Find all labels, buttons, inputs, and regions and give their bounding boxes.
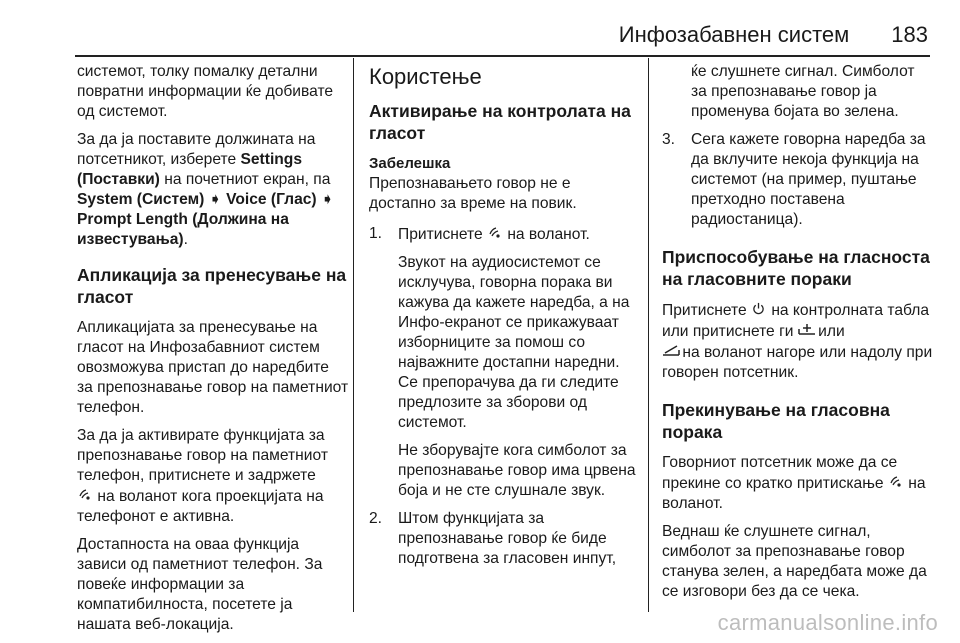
paragraph-passthrough-activate: [77, 426, 349, 527]
paragraph-adjust-volume: [662, 300, 934, 383]
paragraph-availability: Достапноста на оваа функција зависи од паметниот телефон. За повеќе информации за компатибилноста, посетете ја нашата веб-локација.: [77, 536, 323, 633]
column-3: [662, 62, 934, 610]
list-item-2-continued-text: ќе слушнете сигнал. Симболот за препознавање говор ја променува бојата во зелена.: [691, 63, 915, 120]
watermark: carmanualsonline.info: [717, 610, 938, 635]
prompt-length-menu-path: Prompt Length (Должина на известувања): [77, 211, 289, 248]
list-number: 1.: [369, 225, 383, 242]
list-number: 3.: [662, 131, 676, 148]
paragraph-interrupt: [662, 453, 934, 514]
list-item-3: [662, 130, 934, 230]
voice-menu-path: Voice (Глас): [226, 191, 317, 208]
passthrough-text-a: За да ја активирате функцијата за препознавање говор на паметниот телефон, притиснете и задржете: [77, 427, 328, 484]
list-item-1-text: [398, 224, 641, 245]
system-menu-path: System (Систем): [77, 191, 205, 208]
adjust-text-b: на контролната табла или притиснете ги: [662, 302, 930, 340]
list-item-3-text: Сега кажете говорна наредба за да вклучите некоја функција на системот (на пример, пуштање претходно поставена радиостаница).: [691, 131, 926, 228]
heading-usage: Користење: [369, 64, 482, 89]
list-item-1-paragraph-3: Не зборувајте кога симболот за препознавање говор има црвена боја и не сте слушнале звук.: [398, 442, 636, 499]
settings-menu-path: Settings (Поставки): [77, 151, 302, 188]
item1-text-b: на воланот.: [502, 226, 590, 243]
column-2: [369, 62, 641, 577]
list-item-2-text: Штом функцијата за препознавање говор ќе биде подготвена за гласовен инпут,: [398, 510, 617, 567]
page-number: 183: [891, 22, 928, 47]
prompt-length-text-c: на почетниот екран, па: [159, 171, 331, 188]
heading-voice-passthrough: Апликација за пренесување на гласот: [77, 265, 347, 307]
list-item-2-continued: [662, 62, 934, 122]
item1-text-a: Притиснете: [398, 226, 487, 243]
column-1: [77, 62, 349, 643]
voice-control-icon: [888, 473, 904, 493]
list-number: 2.: [369, 510, 383, 527]
note-title: Забелешка: [369, 155, 451, 172]
arrow-icon: ➧: [208, 191, 222, 208]
adjust-text-a: Притиснете: [662, 302, 751, 319]
page-header: [619, 22, 928, 48]
heading-activate-voice-control: Активирање на контролата на гласот: [369, 101, 631, 143]
column-divider-2: [648, 58, 649, 612]
paragraph-passthrough-intro: Апликацијата за пренесување на гласот на Инфозабавниот систем овозможува пристап до наредбите за препознавање говор на паметниот телефон.: [77, 319, 349, 416]
interrupt-text-b: на воланот.: [662, 475, 926, 512]
arrow-icon: ➧: [320, 191, 335, 208]
passthrough-text-b: на воланот кога проекцијата на телефонот е активна.: [77, 488, 324, 525]
page-title: Инфозабавнен систем: [618, 22, 850, 47]
adjust-text-c: или: [813, 323, 845, 340]
heading-interrupt-prompt: Прекинување на гласовна порака: [662, 400, 890, 442]
volume-up-icon: [798, 321, 814, 341]
header-rule: [75, 55, 930, 57]
paragraph-prompt-length: [77, 130, 349, 250]
heading-adjust-volume: Приспособување на гласноста на гласовните пораки: [662, 247, 930, 289]
voice-control-icon: [77, 486, 93, 506]
adjust-text-d: на воланот нагоре или надолу при говорен потсетник.: [662, 344, 933, 381]
paragraph-interrupt-2: Веднаш ќе слушнете сигнал, симболот за препознавање говор станува зелен, а наредбата може да се изговори без да се чека.: [662, 523, 927, 600]
power-knob-icon: [751, 300, 767, 320]
note-body: Препознавањето говор не е достапно за време на повик.: [369, 175, 577, 212]
column-divider-1: [353, 58, 354, 612]
paragraph-feedback: системот, толку помалку детални повратни информации ќе добивате од системот.: [77, 63, 334, 120]
list-item-2: [369, 509, 641, 569]
interrupt-text-a: Говорниот потсетник може да се прекине со кратко притискање: [662, 454, 898, 492]
voice-control-icon: [487, 224, 503, 244]
prompt-length-text-a: За да ја поставите должината на потсетникот, изберете: [77, 131, 316, 168]
prompt-length-text-end: .: [183, 231, 188, 248]
list-item-1-paragraph-2: Звукот на аудиосистемот се исклучува, говорна порака ви кажува да кажете наредба, а на Инфо-екранот се прикажуваат изборниците за помош со најважните достапни наредни. Се препорачува да ги следите предлозите за зборови од системот.: [398, 254, 630, 431]
list-item-1: [369, 224, 641, 501]
volume-down-icon: [662, 342, 678, 362]
